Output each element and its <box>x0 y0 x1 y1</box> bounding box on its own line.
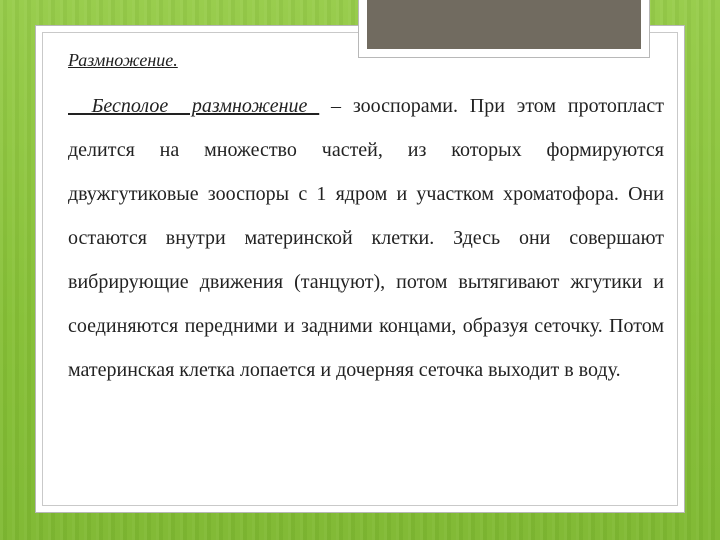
slide-heading: Размножение. <box>68 50 178 70</box>
slide-paragraph <box>68 84 664 392</box>
slide-content <box>68 40 664 392</box>
paragraph-body: – зооспорами. При этом протопласт делится на множество частей, из которых формируются двужгутиковые зооспоры с 1 ядром и участком хроматофора. Они остаются внутри материнской клетки. Здесь они совершают вибрирующие движения (танцуют), потом вытягивают жгутики и соединяются передними и задними концами, образуя сеточку. Потом материнская клетка лопается и дочерняя сеточка выходит в воду. <box>68 95 664 381</box>
paragraph-lead: Бесполое размножение <box>68 95 320 117</box>
